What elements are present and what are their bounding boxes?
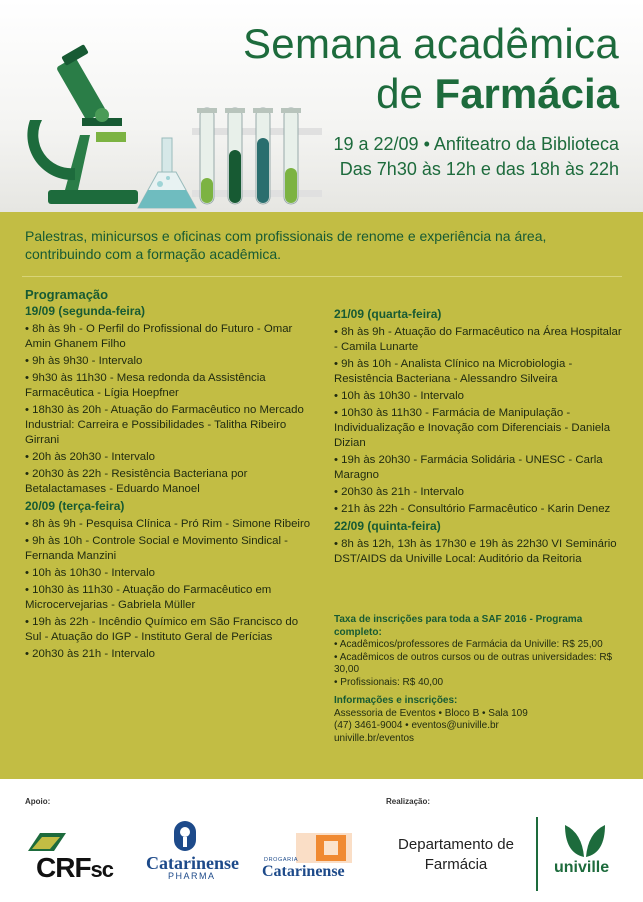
fee-line: • Profissionais: R$ 40,00: [334, 676, 444, 688]
info-line: univille.br/eventos: [334, 732, 415, 744]
univille-wordmark: univille: [554, 859, 610, 876]
schedule-item: • 20h30 às 22h - Resistência Bacteriana por Betalactamases - Eduardo Manoel: [25, 468, 248, 495]
schedule-item: • 20h30 às 21h - Intervalo: [25, 648, 156, 660]
day-block: [25, 304, 315, 497]
department-line-1: Departamento de: [398, 836, 514, 853]
schedule-item: • 8h às 9h - O Perfil do Profissional do Futuro - Omar Amin Ghanem Filho: [25, 323, 293, 350]
schedule-item: • 19h às 22h - Incêndio Químico em São Francisco do Sul - Atuação do IGP - Instituto Geral de Perícias: [25, 616, 299, 643]
subtitle-date-location: 19 a 22/09 • Anfiteatro da Biblioteca: [333, 134, 619, 154]
schedule-item: • 10h30 às 11h30 - Atuação do Farmacêutico em Microcervejarias - Gabriela Müller: [25, 584, 272, 611]
intro-text: Palestras, minicursos e oficinas com profissionais de renome e experiência na área, contribuindo com a formação acadêmica.: [25, 228, 547, 262]
header-banner: [0, 0, 643, 212]
day-heading: 20/09 (terça-feira): [25, 499, 125, 513]
schedule-item: • 9h às 10h - Analista Clínico na Microbiologia - Resistência Bacteriana - Alessandro Silveira: [334, 358, 573, 385]
schedule-item: • 19h às 20h30 - Farmácia Solidária - UNESC - Carla Maragno: [334, 454, 603, 481]
schedule-item: • 9h às 9h30 - Intervalo: [25, 355, 143, 367]
schedule-item: • 8h às 9h - Atuação do Farmacêutico na Área Hospitalar - Camila Lunarte: [334, 326, 622, 353]
schedule-item: • 21h às 22h - Consultório Farmacêutico - Karin Denez: [334, 503, 611, 515]
info-heading: Informações e inscrições:: [334, 695, 458, 706]
schedule-item: • 9h30 às 11h30 - Mesa redonda da Assistência Farmacêutica - Lígia Hoepfner: [25, 372, 266, 399]
day-heading: 21/09 (quarta-feira): [334, 307, 442, 321]
drogaria-label: DROGARIA: [264, 857, 299, 863]
footer: [0, 779, 643, 902]
subtitle-hours: Das 7h30 às 12h e das 18h às 22h: [339, 159, 619, 179]
info-line: (47) 3461-9004 • eventos@univille.br: [334, 720, 499, 731]
department-name: [390, 835, 522, 875]
microscope-icon: [27, 44, 138, 204]
flask-icon: [138, 138, 196, 208]
apoio-label: Apoio:: [25, 797, 51, 806]
drogaria-catarinense-emblem-icon: [296, 833, 352, 863]
schedule-item: • 8h às 12h, 13h às 17h30 e 19h às 22h30 VI Seminário DST/AIDS da Univille Local: Auditório da Reitoria: [334, 538, 617, 565]
realizacao-label: Realização:: [386, 797, 431, 806]
schedule-item: • 8h às 9h - Pesquisa Clínica - Pró Rim - Simone Ribeiro: [25, 518, 311, 530]
fees-heading: Taxa de inscrições para toda a SAF 2016 - Programa completo:: [334, 614, 583, 638]
schedule-item: • 10h às 10h30 - Intervalo: [25, 567, 156, 579]
schedule-left-column: [25, 304, 315, 664]
test-tubes-icon: [192, 108, 322, 204]
day-block: [334, 519, 624, 567]
schedule-item: • 18h30 às 20h - Atuação do Farmacêutico no Mercado Industrial: Carreira e Possibilidades - Talitha Ribeiro Girrani: [25, 404, 304, 446]
schedule-item: • 20h às 20h30 - Intervalo: [25, 451, 156, 463]
schedule-item: • 9h às 10h - Controle Social e Movimento Sindical - Fernanda Manzini: [25, 535, 288, 562]
department-line-2: Farmácia: [424, 856, 488, 873]
schedule-item: • 20h30 às 21h - Intervalo: [334, 486, 465, 498]
catarinense-pharma-name: Catarinense: [146, 853, 239, 873]
univille-leaf-logo-icon: [562, 823, 608, 859]
title-line-2: [376, 70, 619, 118]
drogaria-catarinense-name: Catarinense: [262, 863, 345, 880]
department-divider: [536, 817, 538, 891]
day-heading: 19/09 (segunda-feira): [25, 304, 146, 318]
crf-main-text: CRF: [36, 852, 91, 883]
day-heading: 22/09 (quinta-feira): [334, 519, 441, 533]
catarinense-pharma-emblem-icon: [172, 819, 198, 853]
title-line-2-bold: Farmácia: [434, 70, 619, 117]
info-line: Assessoria de Eventos • Bloco B • Sala 109: [334, 707, 528, 719]
fee-line: • Acadêmicos de outros cursos ou de outras universidades: R$ 30,00: [334, 651, 613, 675]
title-line-2-prefix: de: [376, 70, 435, 117]
day-block: [25, 499, 315, 662]
programacao-heading: Programação: [25, 287, 109, 302]
crf-suffix-text: sc: [90, 857, 114, 882]
schedule-right-column: [334, 307, 624, 569]
fees-info-block: [334, 614, 629, 745]
catarinense-pharma-sub: PHARMA: [168, 871, 216, 881]
schedule-item: • 10h30 às 11h30 - Farmácia de Manipulação - Individualização e Inovação com Diferenciais - Daniela Dizian: [334, 407, 611, 449]
schedule-item: • 10h às 10h30 - Intervalo: [334, 390, 465, 402]
fee-line: • Acadêmicos/professores de Farmácia da Univille: R$ 25,00: [334, 639, 603, 650]
program-section: [0, 212, 643, 779]
divider: [22, 276, 622, 277]
crf-sc-logo: [36, 852, 113, 884]
title-line-1: Semana acadêmica: [242, 20, 619, 67]
day-block: [334, 307, 624, 517]
